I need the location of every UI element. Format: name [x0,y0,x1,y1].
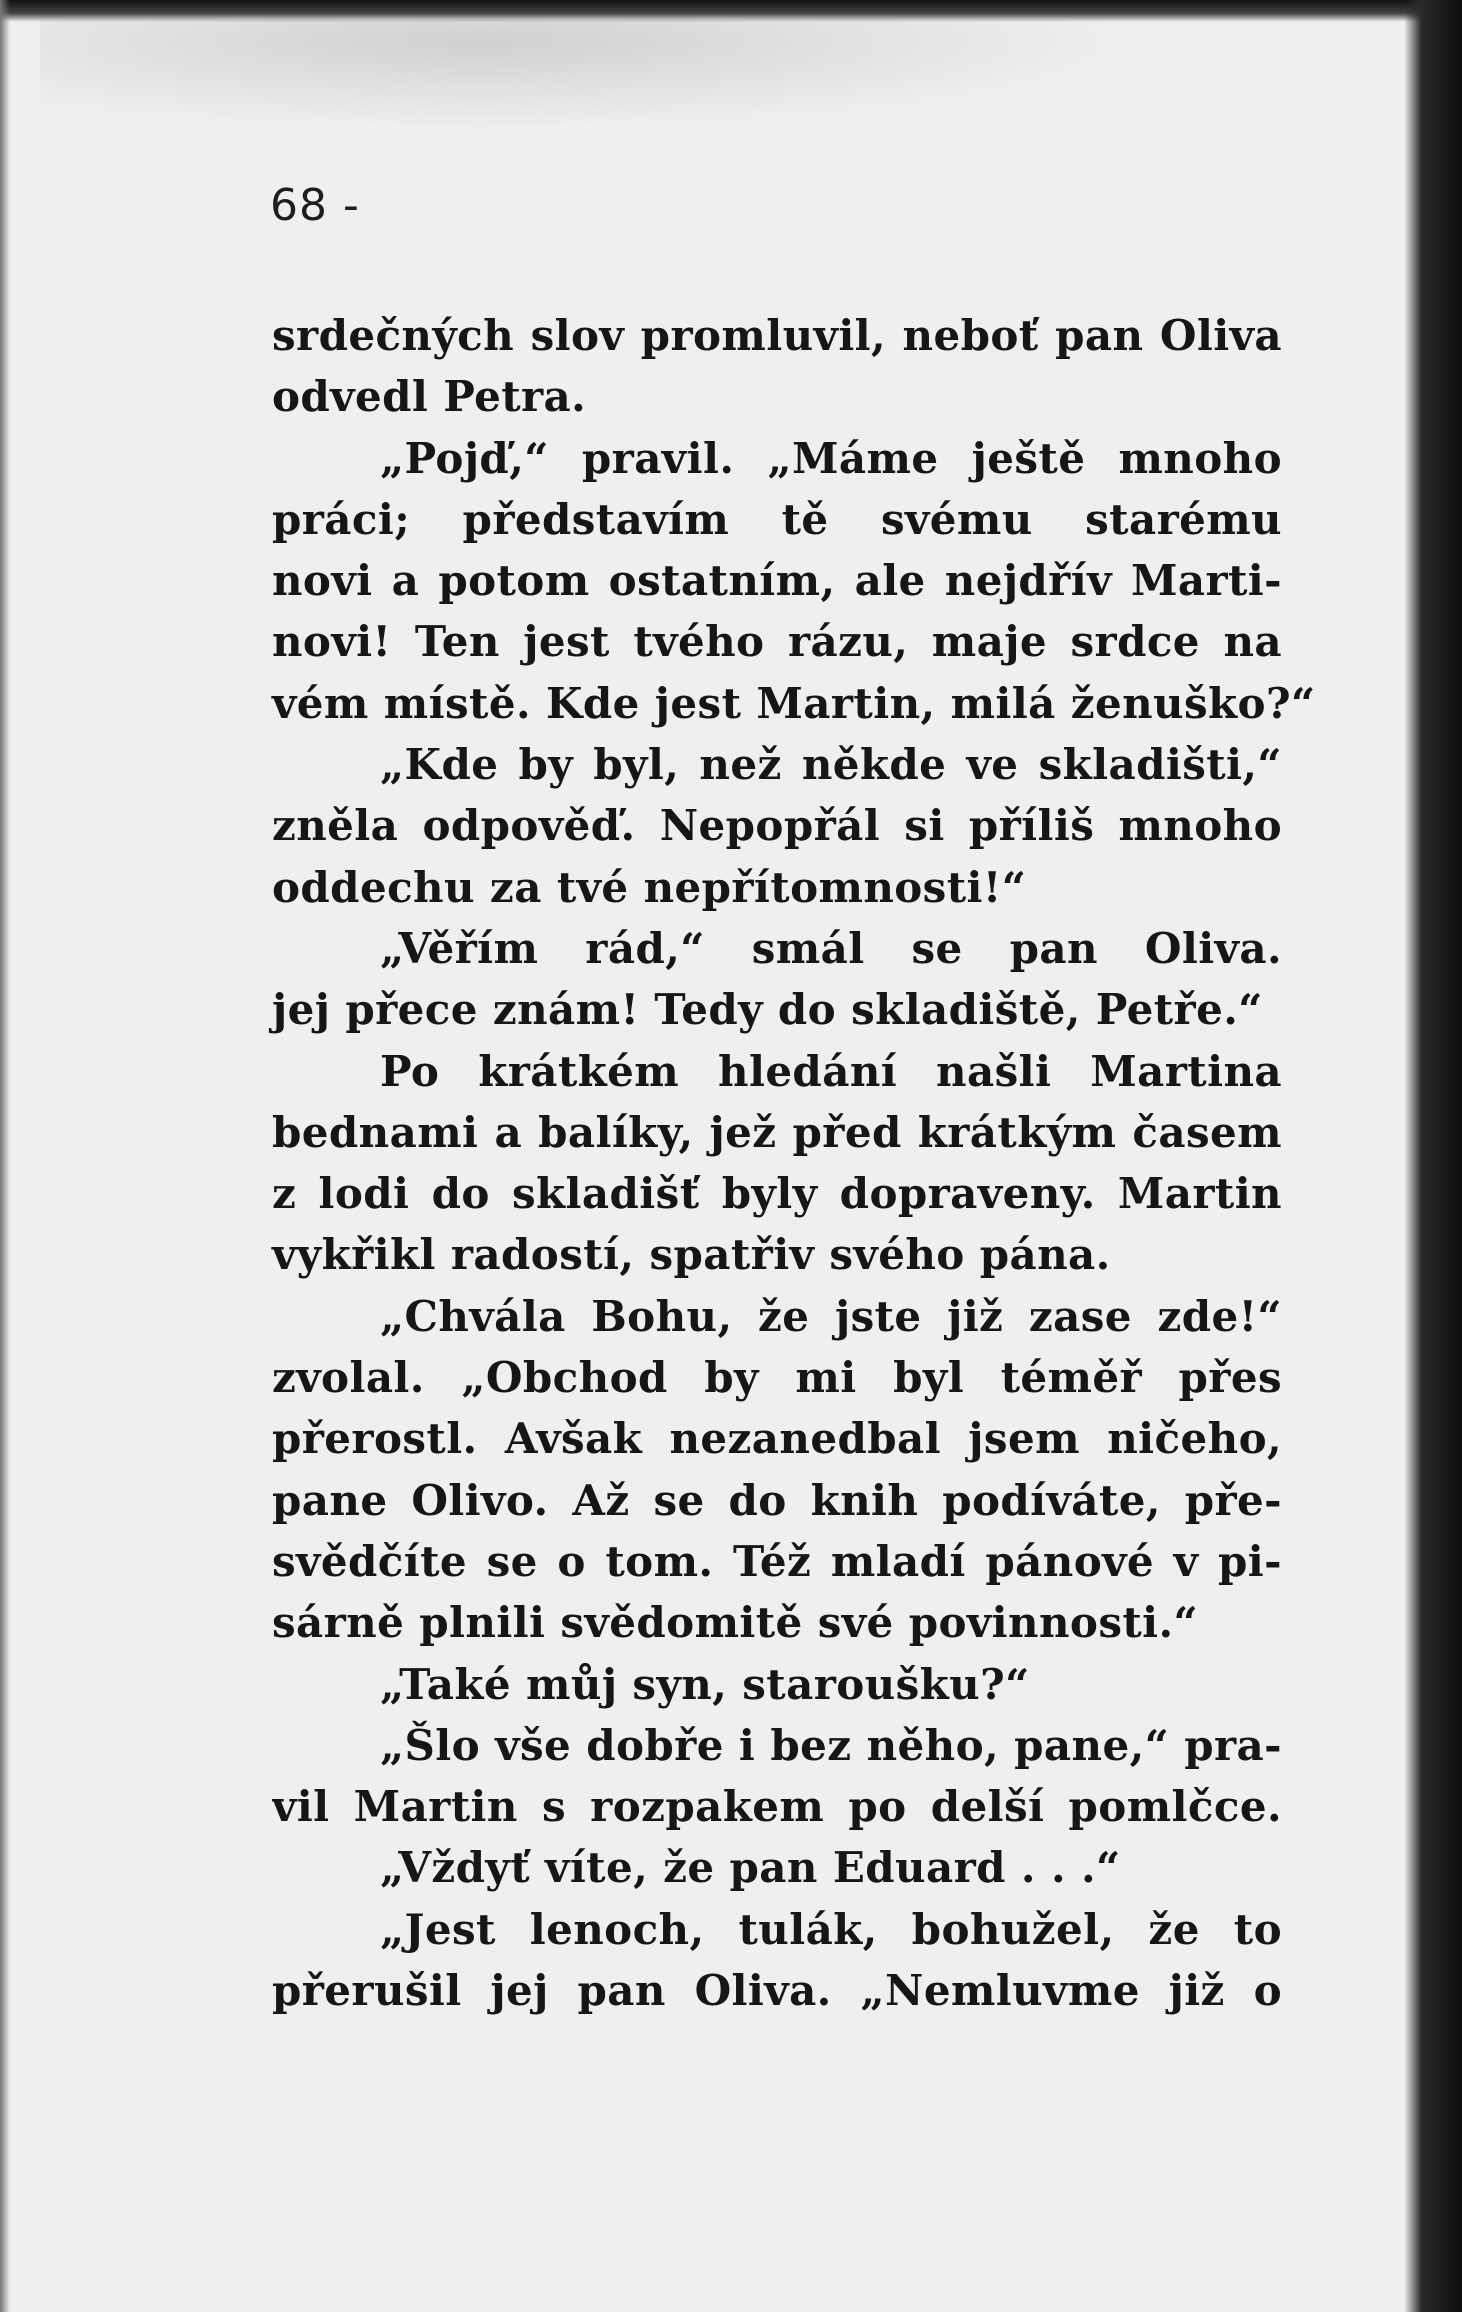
text-line: „Vždyť víte, že pan Eduard . . .“ [380,1843,1121,1893]
text-line: práci; představím tě svému starému [272,494,1282,544]
text-line: sárně plnili svědomitě své povinnosti.“ [272,1598,1199,1648]
page-number: 68 - [270,180,360,231]
text-line: vém místě. Kde jest Martin, milá ženuško?“ [272,678,1316,728]
text-line: jej přece znám! Tedy do skladiště, Petře.“ [272,985,1263,1035]
scan-smudge [40,20,1140,130]
text-line: bednami a balíky, jež před krátkým časem [272,1107,1282,1157]
text-line: „Také můj syn, staroušku?“ [380,1659,1030,1709]
text-line: odvedl Petra. [272,372,587,422]
text-line: z lodi do skladišť byly dopraveny. Martin [272,1169,1282,1219]
text-line: srdečných slov promluvil, neboť pan Oliva [272,311,1282,360]
text-line: vil Martin s rozpakem po delší pomlčce. [272,1782,1282,1832]
text-line: Po krátkém hledání našli Martina [380,1046,1282,1096]
text-line: „Kde by byl, než někde ve skladišti,“ [380,740,1282,790]
text-line: „Jest lenoch, tulák, bohužel, že to [380,1904,1282,1954]
text-line: vykřikl radostí, spatřiv svého pána. [272,1230,1111,1280]
text-line: „Věřím rád,“ smál se pan Oliva. [380,923,1282,973]
text-line: přerostl. Avšak nezanedbal jsem ničeho, [272,1414,1282,1464]
body-text [272,305,1316,2021]
text-line: pane Olivo. Až se do knih podíváte, pře- [272,1475,1282,1525]
text-line: novi! Ten jest tvého rázu, maje srdce na [272,617,1282,667]
text-line: svědčíte se o tom. Též mladí pánové v pi- [272,1536,1282,1586]
text-line: „Chvála Bohu, že jste již zase zde!“ [380,1291,1282,1341]
text-line: oddechu za tvé nepřítomnosti!“ [272,862,1027,912]
text-line: přerušil jej pan Oliva. „Nemluvme již o [272,1966,1282,2016]
text-line: zvolal. „Obchod by mi byl téměř přes [272,1353,1282,1403]
text-line: „Šlo vše dobře i bez něho, pane,“ pra- [380,1720,1282,1770]
text-line: zněla odpověď. Nepopřál si příliš mnoho [272,801,1282,851]
text-line: „Pojď,“ pravil. „Máme ještě mnoho [380,433,1282,483]
scan-edge-left [0,0,10,2312]
scan-edge-top [0,0,1462,22]
scan-edge-right [1404,0,1462,2312]
text-line: novi a potom ostatním, ale nejdřív Marti- [272,556,1282,606]
